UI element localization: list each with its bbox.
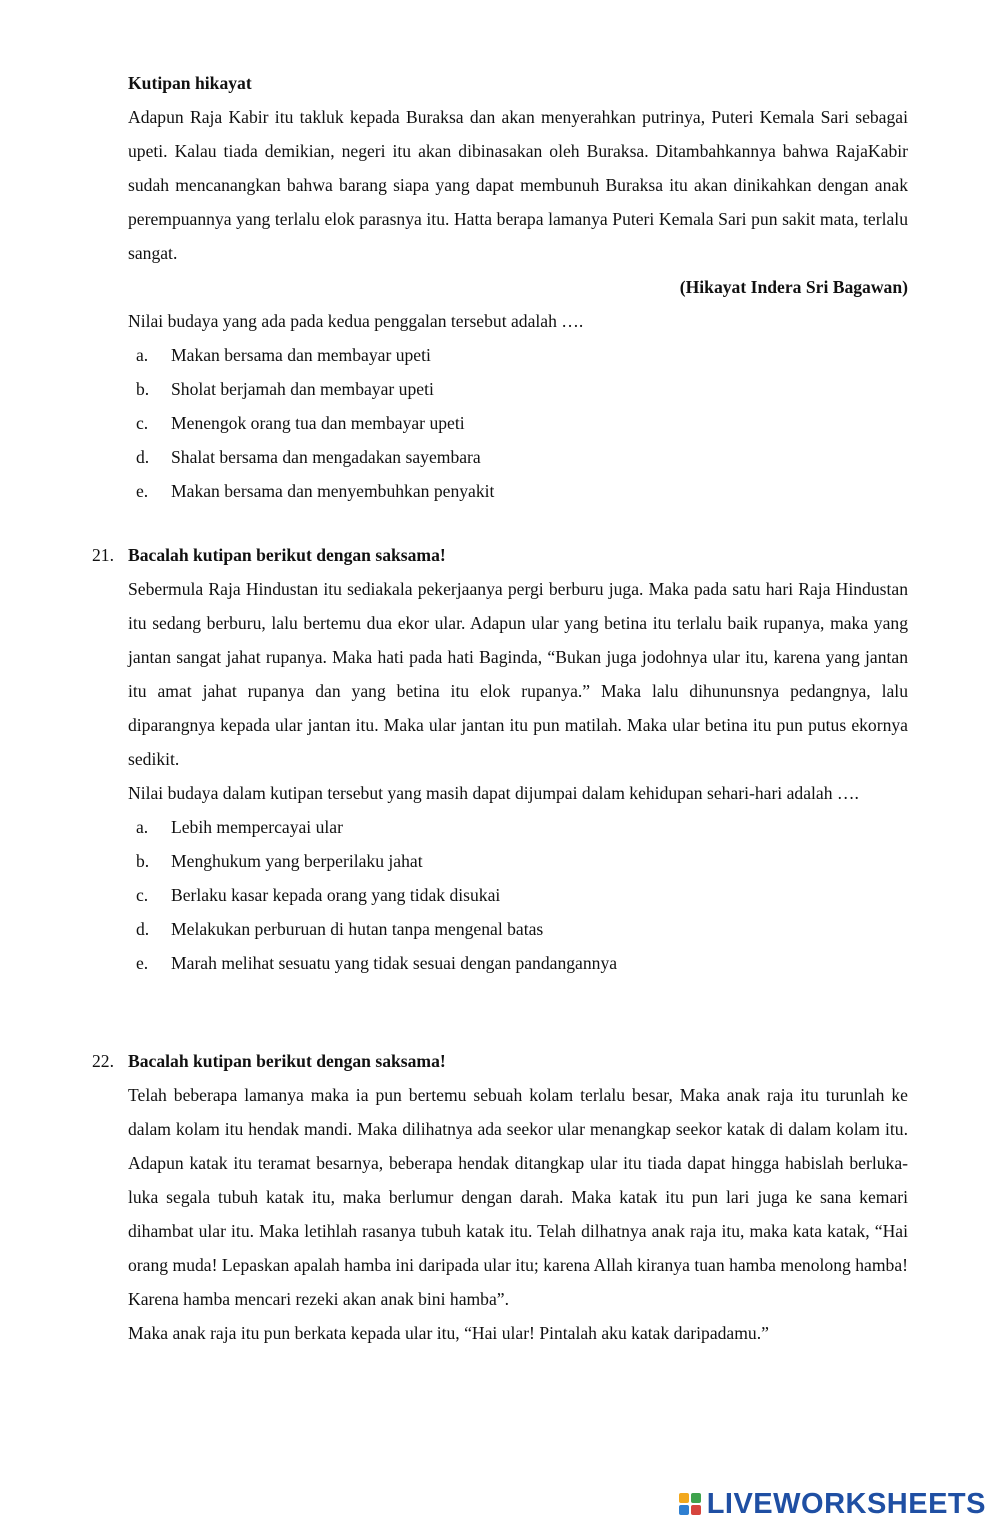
- option-letter: d.: [136, 919, 150, 939]
- option-text: Menengok orang tua dan membayar upeti: [171, 413, 465, 433]
- excerpt-source: (Hikayat Indera Sri Bagawan): [679, 277, 908, 297]
- option-text: Sholat berjamah dan membayar upeti: [171, 379, 434, 399]
- logo-tile: [691, 1505, 701, 1515]
- option-text: Melakukan perburuan di hutan tanpa mengenal batas: [171, 919, 544, 939]
- option-text: Makan bersama dan membayar upeti: [171, 345, 431, 365]
- option-text: Makan bersama dan menyembuhkan penyakit: [171, 481, 495, 501]
- option-b[interactable]: [128, 844, 908, 878]
- question-passage-continued: Maka anak raja itu pun berkata kepada ular itu, “Hai ular! Pintalah aku katak daripadamu.”: [128, 1323, 769, 1343]
- question-21: [128, 538, 908, 980]
- answer-options: [128, 810, 908, 980]
- excerpt-text: Adapun Raja Kabir itu takluk kepada Buraksa dan akan menyerahkan putrinya, Puteri Kemala Sari sebagai upeti. Kalau tiada demikian, negeri itu akan dibinasakan oleh Buraksa. Ditambahkannya bahwa RajaKabir sudah mencanangkan bahwa barang siapa yang dapat membunuh Buraksa itu akan dinikahkan dengan anak perempuannya yang terlalu elok parasnya itu. Hatta berapa lamanya Puteri Kemala Sari pun sakit mata, terlalu sangat.: [128, 107, 908, 263]
- option-letter: b.: [136, 851, 150, 871]
- option-text: Menghukum yang berperilaku jahat: [171, 851, 423, 871]
- option-letter: e.: [136, 953, 149, 973]
- option-letter: e.: [136, 481, 149, 501]
- option-text: Shalat bersama dan mengadakan sayembara: [171, 447, 481, 467]
- liveworksheets-logo: [679, 1486, 986, 1522]
- logo-tile: [691, 1493, 701, 1503]
- option-letter: c.: [136, 413, 149, 433]
- question-number-21: 21.: [92, 545, 114, 565]
- option-letter: a.: [136, 345, 149, 365]
- option-text: Lebih mempercayai ular: [171, 817, 343, 837]
- option-letter: c.: [136, 885, 149, 905]
- option-text: Marah melihat sesuatu yang tidak sesuai dengan pandangannya: [171, 953, 618, 973]
- option-c[interactable]: [128, 878, 908, 912]
- answer-options: [128, 338, 908, 508]
- option-letter: a.: [136, 817, 149, 837]
- question-passage: Telah beberapa lamanya maka ia pun bertemu sebuah kolam terlalu besar, Maka anak raja itu turunlah ke dalam kolam itu hendak mandi. Maka dilihatnya ada seekor ular menangkap seekor katak di dalam kolam itu. Adapun katak itu teramat besarnya, beberapa hendak ditangkap ular itu tiada dapat hingga habislah berluka-luka segala tubuh katak itu, maka berlumur dengan darah. Maka katak itu pun lari juga ke sana kemari dihambat ular itu. Maka letihlah rasanya tubuh katak itu. Telah dilhatnya anak raja itu, maka kata katak, “Hai orang muda! Lepaskan apalah hamba ini daripada ular itu; karena Allah kiranya tuan hamba menolong hamba! Karena hamba mencari rezeki akan anak bini hamba”.: [128, 1085, 908, 1309]
- logo-tile: [679, 1493, 689, 1503]
- option-e[interactable]: [128, 474, 908, 508]
- excerpt-section: [128, 66, 908, 508]
- option-b[interactable]: [128, 372, 908, 406]
- question-22: [128, 1044, 908, 1350]
- logo-mark-icon: [679, 1493, 701, 1515]
- question-text: Nilai budaya dalam kutipan tersebut yang masih dapat dijumpai dalam kehidupan sehari-hari adalah ….: [128, 783, 859, 803]
- option-c[interactable]: [128, 406, 908, 440]
- option-letter: d.: [136, 447, 150, 467]
- option-e[interactable]: [128, 946, 908, 980]
- question-number-22: 22.: [92, 1051, 114, 1071]
- logo-text: LIVEWORKSHEETS: [706, 1487, 986, 1520]
- excerpt-heading: Kutipan hikayat: [128, 73, 252, 93]
- option-a[interactable]: [128, 810, 908, 844]
- question-instruction: Bacalah kutipan berikut dengan saksama!: [128, 545, 446, 565]
- option-d[interactable]: [128, 912, 908, 946]
- logo-tile: [679, 1505, 689, 1515]
- option-d[interactable]: [128, 440, 908, 474]
- option-letter: b.: [136, 379, 150, 399]
- question-instruction: Bacalah kutipan berikut dengan saksama!: [128, 1051, 446, 1071]
- question-text: Nilai budaya yang ada pada kedua penggalan tersebut adalah ….: [128, 311, 584, 331]
- option-text: Berlaku kasar kepada orang yang tidak disukai: [171, 885, 501, 905]
- option-a[interactable]: [128, 338, 908, 372]
- question-passage: Sebermula Raja Hindustan itu sediakala pekerjaanya pergi berburu juga. Maka pada satu hari Raja Hindustan itu sedang berburu, lalu bertemu dua ekor ular. Adapun ular yang betina itu terlalu baik rupanya, maka yang jantan sangat jahat rupanya. Maka hati pada hati Baginda, “Bukan juga jodohnya ular itu, karena yang jantan itu amat jahat rupanya dan yang betina itu elok rupanya.” Maka lalu dihununsnya pedangnya, lalu diparangnya kepada ular jantan itu. Maka ular jantan itu pun matilah. Maka ular betina itu pun putus ekornya sedikit.: [128, 579, 908, 769]
